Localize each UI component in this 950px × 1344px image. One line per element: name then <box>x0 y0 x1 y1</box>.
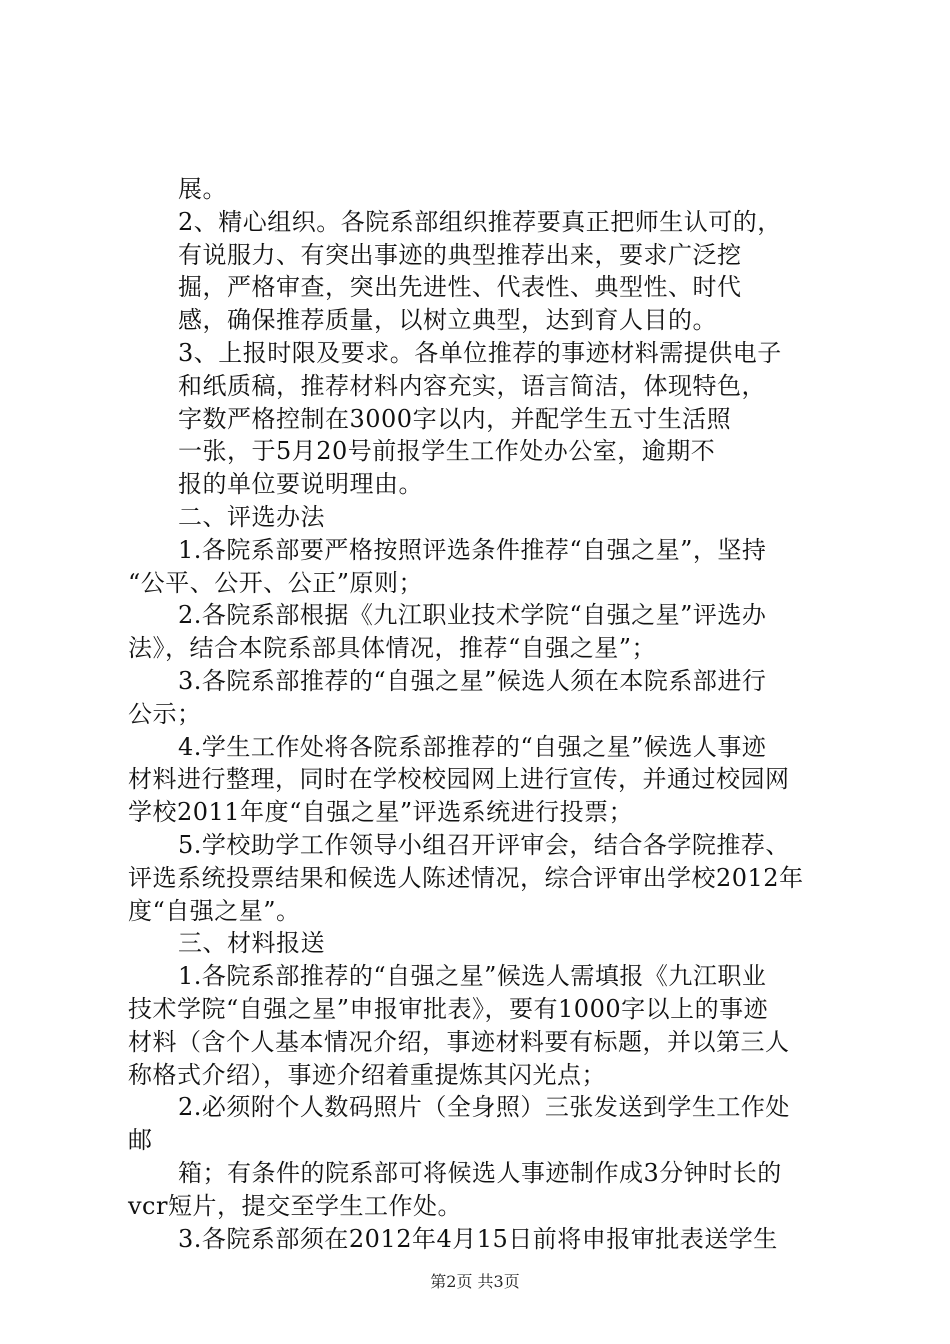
page-footer: 第2页 共3页 <box>430 1272 520 1291</box>
text-line: 5.学校助学工作领导小组召开评审会，结合各学院推荐、 <box>178 831 790 859</box>
text-line: vcr短片，提交至学生工作处。 <box>128 1192 462 1220</box>
text-line: 和纸质稿，推荐材料内容充实，语言简洁，体现特色， <box>178 372 766 400</box>
text-line: 材料（含个人基本情况介绍，事迹材料要有标题，并以第三人 <box>128 1028 790 1056</box>
text-line: 感，确保推荐质量，以树立典型，达到育人目的。 <box>178 306 717 334</box>
text-line: 3.各院系部须在2012年4月15日前将申报审批表送学生 <box>178 1225 778 1253</box>
text-line: 4.学生工作处将各院系部推荐的“自强之星”候选人事迹 <box>178 733 767 761</box>
section-heading: 二、评选办法 <box>178 503 325 531</box>
text-line: 箱；有条件的院系部可将候选人事迹制作成3分钟时长的 <box>178 1159 782 1187</box>
text-line: 展。 <box>178 175 227 203</box>
text-line: “公平、公开、公正”原则； <box>128 569 424 597</box>
text-line: 技术学院“自强之星”申报审批表》，要有1000字以上的事迹 <box>128 995 769 1023</box>
text-line: 报的单位要说明理由。 <box>178 470 423 498</box>
text-line: 2.必须附个人数码照片（全身照）三张发送到学生工作处 <box>178 1093 790 1121</box>
text-line: 一张，于5月20号前报学生工作处办公室，逾期不 <box>178 437 716 465</box>
text-line: 邮 <box>128 1126 153 1154</box>
text-line: 公示； <box>128 700 202 728</box>
text-line: 度“自强之星”。 <box>128 897 301 925</box>
text-line: 3、上报时限及要求。各单位推荐的事迹材料需提供电子 <box>178 339 782 367</box>
text-line: 材料进行整理，同时在学校校园网上进行宣传，并通过校园网 <box>128 765 790 793</box>
text-line: 2、精心组织。各院系部组织推荐要真正把师生认可的， <box>178 208 782 236</box>
section-heading: 三、材料报送 <box>178 929 325 957</box>
text-line: 字数严格控制在3000字以内，并配学生五寸生活照 <box>178 405 732 433</box>
text-line: 称格式介绍），事迹介绍着重提炼其闪光点； <box>128 1061 606 1089</box>
text-line: 2.各院系部根据《九江职业技术学院“自强之星”评选办 <box>178 601 767 629</box>
text-line: 学校2011年度“自强之星”评选系统进行投票； <box>128 798 634 826</box>
text-line: 法》，结合本院系部具体情况，推荐“自强之星”； <box>128 634 657 662</box>
text-line: 1.各院系部要严格按照评选条件推荐“自强之星”，坚持 <box>178 536 767 564</box>
text-line: 1.各院系部推荐的“自强之星”候选人需填报《九江职业 <box>178 962 767 990</box>
text-line: 掘，严格审查，突出先进性、代表性、典型性、时代 <box>178 273 742 301</box>
text-line: 评选系统投票结果和候选人陈述情况，综合评审出学校2012年 <box>128 864 804 892</box>
text-line: 有说服力、有突出事迹的典型推荐出来，要求广泛挖 <box>178 241 742 269</box>
text-line: 3.各院系部推荐的“自强之星”候选人须在本院系部进行 <box>178 667 767 695</box>
